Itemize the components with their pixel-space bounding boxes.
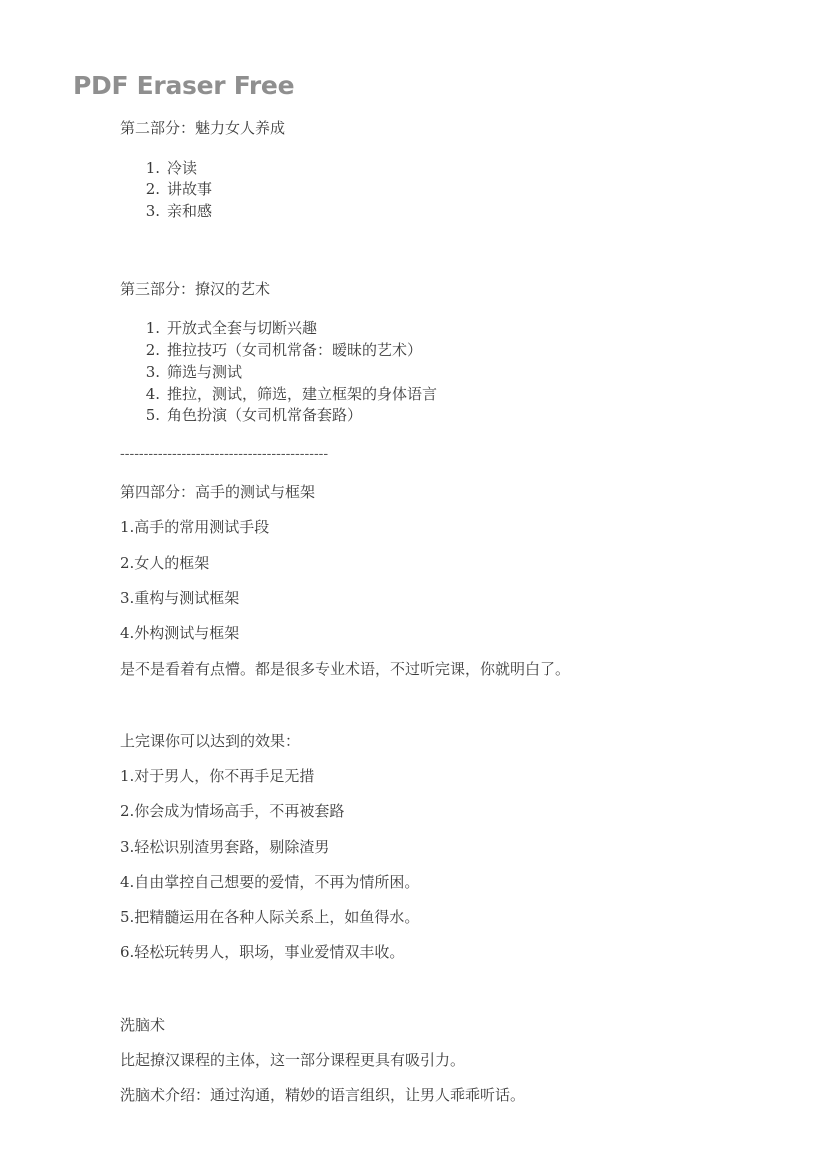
list-item: [140, 179, 212, 199]
list-item: 4.外构测试与框架: [120, 624, 240, 642]
list-item-number: 3.: [145, 363, 160, 381]
list-item: 1.高手的常用测试手段: [120, 518, 270, 536]
list-item-text: 亲和感: [167, 202, 213, 220]
list-item-text: 推拉，测试，筛选，建立框架的身体语言: [167, 385, 438, 403]
list-item: [140, 384, 437, 404]
list-item-number: 2.: [145, 180, 160, 198]
paragraph: 洗脑术介绍：通过沟通，精妙的语言组织，让男人乖乖听话。: [120, 1086, 526, 1104]
list-item-number: 1.: [145, 159, 160, 177]
list-item-text: 冷读: [167, 159, 198, 177]
list-item: 1.对于男人，你不再手足无措: [120, 767, 315, 785]
list-item: [140, 405, 362, 425]
section4-note: 是不是看着有点懵。都是很多专业术语，不过听完课，你就明白了。: [120, 660, 571, 678]
list-item: 4.自由掌控自己想要的爱情，不再为情所困。: [120, 873, 420, 891]
list-item: 3.轻松识别渣男套路，剔除渣男: [120, 838, 330, 856]
pdf-eraser-watermark: PDF Eraser Free: [73, 71, 295, 100]
paragraph: 比起撩汉课程的主体，这一部分课程更具有吸引力。: [120, 1051, 466, 1069]
list-item-number: 3.: [145, 202, 160, 220]
list-item: 6.轻松玩转男人，职场，事业爱情双丰收。: [120, 943, 405, 961]
brainwash-heading: 洗脑术: [120, 1016, 166, 1034]
list-item: [140, 362, 242, 382]
list-item-number: 5.: [145, 406, 160, 424]
list-item: [140, 201, 212, 221]
list-item: 2.女人的框架: [120, 554, 210, 572]
list-item-number: 2.: [145, 341, 160, 359]
section3-heading: 第三部分：撩汉的艺术: [120, 280, 271, 298]
list-item-text: 讲故事: [167, 180, 213, 198]
list-item: 3.重构与测试框架: [120, 589, 240, 607]
list-item-text: 角色扮演（女司机常备套路）: [167, 406, 363, 424]
list-item-text: 推拉技巧（女司机常备：暧昧的艺术）: [167, 341, 423, 359]
list-item-text: 开放式全套与切断兴趣: [167, 319, 318, 337]
list-item: [140, 340, 422, 360]
list-item-number: 1.: [145, 319, 160, 337]
list-item: 2.你会成为情场高手，不再被套路: [120, 802, 345, 820]
list-item-number: 4.: [145, 385, 160, 403]
list-item-text: 筛选与测试: [167, 363, 243, 381]
section4-heading: 第四部分：高手的测试与框架: [120, 483, 316, 501]
effects-heading: 上完课你可以达到的效果：: [120, 732, 301, 750]
list-item: [140, 158, 197, 178]
dashed-separator: --------------------------------------------: [120, 446, 329, 462]
section2-heading: 第二部分：魅力女人养成: [120, 119, 286, 137]
list-item: [140, 318, 317, 338]
list-item: 5.把精髓运用在各种人际关系上，如鱼得水。: [120, 908, 420, 926]
